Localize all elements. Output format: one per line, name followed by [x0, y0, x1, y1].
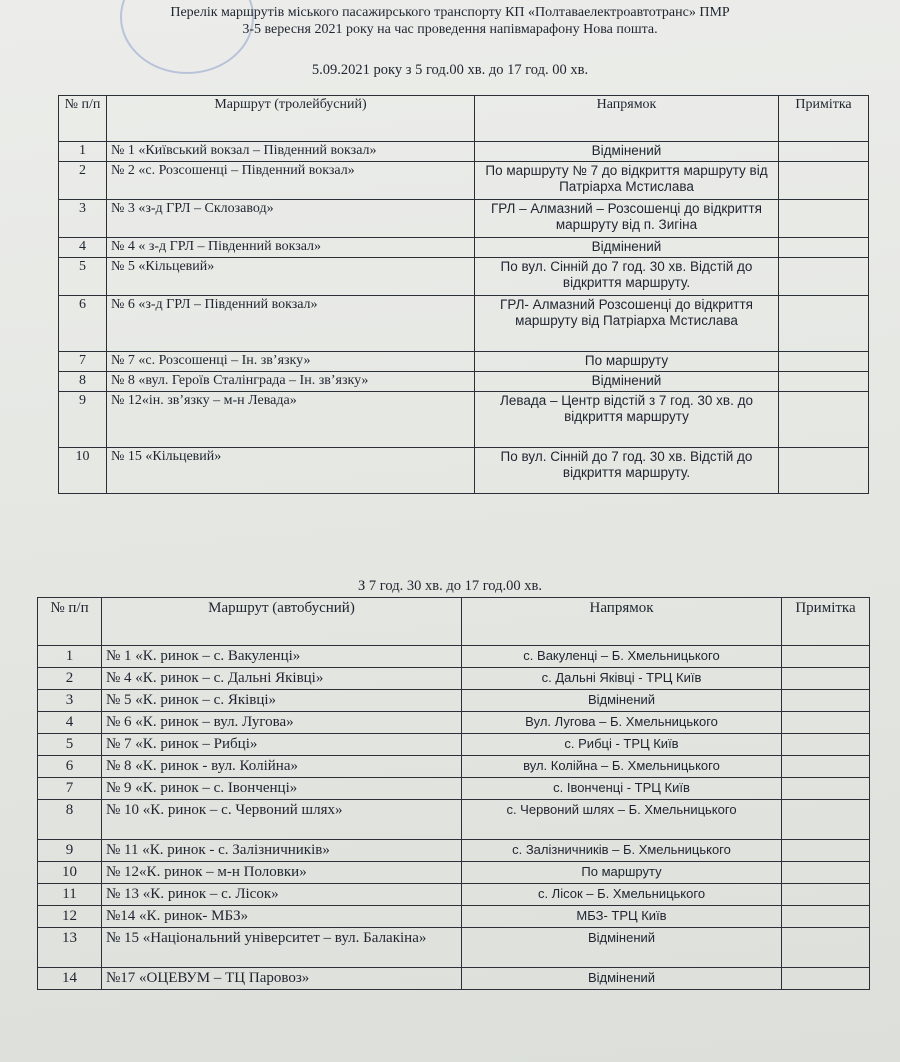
route-note [779, 296, 869, 352]
route-direction: По вул. Сінній до 7 год. 30 хв. Відстій до відкриття маршруту. [475, 258, 779, 296]
table-row [59, 352, 869, 372]
col-header-number: № п/п [38, 598, 102, 646]
row-number: 5 [59, 258, 107, 296]
route-name: № 8 «К. ринок - вул. Колійна» [102, 756, 462, 778]
row-number: 6 [59, 296, 107, 352]
route-name: № 10 «К. ринок – с. Червоний шлях» [102, 800, 462, 840]
row-number: 8 [59, 372, 107, 392]
table-row [38, 668, 870, 690]
route-note [779, 238, 869, 258]
period-bus: З 7 год. 30 хв. до 17 год.00 хв. [358, 578, 542, 594]
row-number: 6 [38, 756, 102, 778]
table-row [38, 884, 870, 906]
route-note [782, 884, 870, 906]
route-name: № 13 «К. ринок – с. Лісок» [102, 884, 462, 906]
table-row [59, 296, 869, 352]
row-number: 10 [38, 862, 102, 884]
route-direction: с. Залізничників – Б. Хмельницького [462, 840, 782, 862]
row-number: 7 [59, 352, 107, 372]
bus-routes-table [37, 597, 870, 990]
route-direction: с. Дальні Яківці - ТРЦ Київ [462, 668, 782, 690]
route-direction: По маршруту № 7 до відкриття маршруту від Патріарха Мстислава [475, 162, 779, 200]
row-number: 9 [38, 840, 102, 862]
table-row [38, 690, 870, 712]
route-note [782, 712, 870, 734]
route-name: № 11 «К. ринок - с. Залізничників» [102, 840, 462, 862]
row-number: 9 [59, 392, 107, 448]
route-name: № 4 «К. ринок – с. Дальні Яківці» [102, 668, 462, 690]
route-name: № 7 «с. Розсошенці – Ін. зв’язку» [107, 352, 475, 372]
route-name: № 5 «К. ринок – с. Яківці» [102, 690, 462, 712]
route-note [779, 200, 869, 238]
row-number: 14 [38, 968, 102, 990]
route-note [779, 352, 869, 372]
row-number: 11 [38, 884, 102, 906]
route-note [782, 734, 870, 756]
table-row [59, 372, 869, 392]
table-row [38, 906, 870, 928]
route-name: № 9 «К. ринок – с. Івонченці» [102, 778, 462, 800]
route-name: № 5 «Кільцевий» [107, 258, 475, 296]
table-row [59, 258, 869, 296]
document-title-line-1: Перелік маршрутів міського пасажирського транспорту КП «Полтаваелектроавтотранс» ПМР [170, 5, 730, 20]
route-direction: Відмінений [462, 928, 782, 968]
table-row [38, 968, 870, 990]
col-header-route: Маршрут (автобусний) [102, 598, 462, 646]
row-number: 13 [38, 928, 102, 968]
table-row [59, 238, 869, 258]
route-name: № 8 «вул. Героїв Сталінграда – Ін. зв’язку» [107, 372, 475, 392]
route-note [782, 646, 870, 668]
col-header-note: Примітка [779, 96, 869, 142]
route-name: № 12«ін. зв’язку – м-н Левада» [107, 392, 475, 448]
row-number: 2 [59, 162, 107, 200]
route-note [779, 448, 869, 494]
route-note [782, 862, 870, 884]
col-header-number: № п/п [59, 96, 107, 142]
route-note [782, 906, 870, 928]
table-row [38, 734, 870, 756]
table-row [59, 200, 869, 238]
route-direction: Відмінений [475, 238, 779, 258]
document-title-line-2: 3-5 вересня 2021 року на час проведення напівмарафону Нова пошта. [242, 22, 658, 37]
route-direction: с. Червоний шлях – Б. Хмельницького [462, 800, 782, 840]
route-note [782, 840, 870, 862]
route-direction: По маршруту [475, 352, 779, 372]
table-row [59, 162, 869, 200]
route-direction: с. Лісок – Б. Хмельницького [462, 884, 782, 906]
row-number: 4 [38, 712, 102, 734]
route-direction: Левада – Центр відстій з 7 год. 30 хв. до відкриття маршруту [475, 392, 779, 448]
table-row [38, 862, 870, 884]
route-direction: Відмінений [462, 690, 782, 712]
route-note [779, 142, 869, 162]
route-direction: Відмінений [462, 968, 782, 990]
row-number: 4 [59, 238, 107, 258]
route-note [779, 258, 869, 296]
route-name: №17 «ОЦЕВУМ – ТЦ Паровоз» [102, 968, 462, 990]
route-direction: Відмінений [475, 142, 779, 162]
period-trolleybus: 5.09.2021 року з 5 год.00 хв. до 17 год. 00 хв. [311, 62, 589, 78]
row-number: 8 [38, 800, 102, 840]
route-direction: По маршруту [462, 862, 782, 884]
route-direction: Вул. Лугова – Б. Хмельницького [462, 712, 782, 734]
route-name: № 6 «з-д ГРЛ – Південний вокзал» [107, 296, 475, 352]
row-number: 3 [38, 690, 102, 712]
row-number: 12 [38, 906, 102, 928]
route-name: №14 «К. ринок- МБЗ» [102, 906, 462, 928]
table-row [38, 928, 870, 968]
route-name: № 2 «с. Розсошенці – Південний вокзал» [107, 162, 475, 200]
route-direction: с. Івонченці - ТРЦ Київ [462, 778, 782, 800]
route-name: № 3 «з-д ГРЛ – Склозавод» [107, 200, 475, 238]
route-direction: с. Вакуленці – Б. Хмельницького [462, 646, 782, 668]
col-header-route: Маршрут (тролейбусний) [107, 96, 475, 142]
route-direction: МБЗ- ТРЦ Київ [462, 906, 782, 928]
table-row [38, 646, 870, 668]
route-name: № 1 «К. ринок – с. Вакуленці» [102, 646, 462, 668]
route-direction: По вул. Сінній до 7 год. 30 хв. Відстій до відкриття маршруту. [475, 448, 779, 494]
table-row [59, 392, 869, 448]
route-name: № 12«К. ринок – м-н Половки» [102, 862, 462, 884]
route-direction: вул. Колійна – Б. Хмельницького [462, 756, 782, 778]
row-number: 10 [59, 448, 107, 494]
table-row [38, 712, 870, 734]
route-note [782, 928, 870, 968]
route-direction: ГРЛ- Алмазний Розсошенці до відкриття маршруту від Патріарха Мстислава [475, 296, 779, 352]
table-row [38, 800, 870, 840]
route-note [779, 162, 869, 200]
col-header-direction: Напрямок [475, 96, 779, 142]
row-number: 1 [38, 646, 102, 668]
route-name: № 1 «Київський вокзал – Південний вокзал» [107, 142, 475, 162]
route-direction: Відмінений [475, 372, 779, 392]
route-name: № 7 «К. ринок – Рибці» [102, 734, 462, 756]
col-header-direction: Напрямок [462, 598, 782, 646]
route-name: № 15 «Національний університет – вул. Балакіна» [102, 928, 462, 968]
row-number: 3 [59, 200, 107, 238]
route-direction: ГРЛ – Алмазний – Розсошенці до відкриття маршруту від п. Зигіна [475, 200, 779, 238]
route-note [782, 668, 870, 690]
table-row [59, 448, 869, 494]
route-note [779, 392, 869, 448]
table-row [59, 142, 869, 162]
table-row [38, 778, 870, 800]
route-note [779, 372, 869, 392]
col-header-note: Примітка [782, 598, 870, 646]
route-name: № 4 « з-д ГРЛ – Південний вокзал» [107, 238, 475, 258]
row-number: 7 [38, 778, 102, 800]
route-direction: с. Рибці - ТРЦ Київ [462, 734, 782, 756]
route-name: № 15 «Кільцевий» [107, 448, 475, 494]
row-number: 2 [38, 668, 102, 690]
table-row [38, 840, 870, 862]
route-note [782, 800, 870, 840]
trolleybus-routes-table [58, 95, 869, 494]
route-note [782, 968, 870, 990]
route-note [782, 690, 870, 712]
table-row [38, 756, 870, 778]
route-note [782, 778, 870, 800]
row-number: 5 [38, 734, 102, 756]
row-number: 1 [59, 142, 107, 162]
route-note [782, 756, 870, 778]
route-name: № 6 «К. ринок – вул. Лугова» [102, 712, 462, 734]
